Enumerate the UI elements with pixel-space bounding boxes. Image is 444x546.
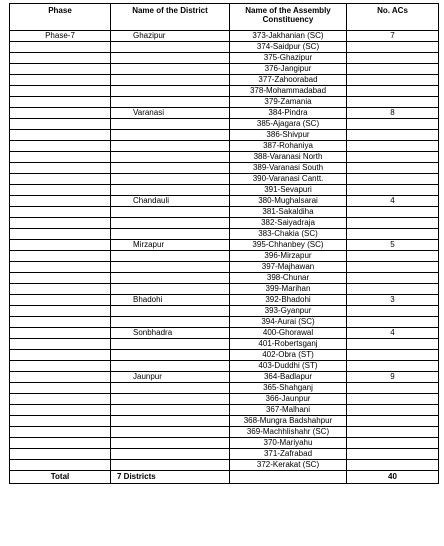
phase-cell: [10, 86, 111, 97]
table-row: [10, 141, 439, 152]
assembly-cell: 369-Machhlishahr (SC): [230, 427, 347, 438]
acs-count-cell: [347, 438, 439, 449]
district-cell: [111, 251, 230, 262]
district-cell: Varanasi: [111, 108, 230, 119]
table-row: [10, 416, 439, 427]
table-row: [10, 361, 439, 372]
phase-cell: [10, 306, 111, 317]
assembly-cell: 391-Sevapuri: [230, 185, 347, 196]
district-cell: [111, 262, 230, 273]
acs-count-cell: [347, 130, 439, 141]
assembly-cell: 395-Chhanbey (SC): [230, 240, 347, 251]
acs-count-cell: [347, 185, 439, 196]
table-row: [10, 306, 439, 317]
acs-count-cell: [347, 42, 439, 53]
acs-count-cell: [347, 152, 439, 163]
table-row: [10, 372, 439, 383]
assembly-cell: 374-Saidpur (SC): [230, 42, 347, 53]
table-row: [10, 130, 439, 141]
table-row: [10, 97, 439, 108]
assembly-cell: 384-Pindra: [230, 108, 347, 119]
table-row: [10, 427, 439, 438]
assembly-cell: 371-Zafrabad: [230, 449, 347, 460]
district-cell: [111, 152, 230, 163]
phase-cell: [10, 317, 111, 328]
phase-cell: [10, 108, 111, 119]
table-body: [10, 31, 439, 471]
phase-cell: [10, 196, 111, 207]
table-row: [10, 196, 439, 207]
acs-count-cell: [347, 229, 439, 240]
district-cell: [111, 284, 230, 295]
table-row: [10, 273, 439, 284]
phase-cell: [10, 460, 111, 471]
acs-count-cell: [347, 383, 439, 394]
phase-cell: Phase-7: [10, 31, 111, 42]
table-row: [10, 207, 439, 218]
district-cell: [111, 350, 230, 361]
district-cell: [111, 207, 230, 218]
district-cell: [111, 86, 230, 97]
district-cell: [111, 53, 230, 64]
assembly-cell: 379-Zamania: [230, 97, 347, 108]
phase-cell: [10, 163, 111, 174]
header-acs: No. ACs: [347, 4, 439, 31]
acs-count-cell: [347, 86, 439, 97]
assembly-cell: 376-Jangipur: [230, 64, 347, 75]
table-row: [10, 394, 439, 405]
table-row: [10, 31, 439, 42]
acs-count-cell: [347, 53, 439, 64]
acs-count-cell: [347, 361, 439, 372]
phase-cell: [10, 449, 111, 460]
table-row: [10, 229, 439, 240]
header-phase: Phase: [10, 4, 111, 31]
acs-count-cell: [347, 405, 439, 416]
assembly-cell: 373-Jakhanian (SC): [230, 31, 347, 42]
total-row: [10, 471, 439, 484]
assembly-cell: 390-Varanasi Cantt.: [230, 174, 347, 185]
acs-count-cell: [347, 262, 439, 273]
district-cell: [111, 416, 230, 427]
header-district: Name of the District: [111, 4, 230, 31]
phase-cell: [10, 119, 111, 130]
phase-cell: [10, 427, 111, 438]
acs-count-cell: [347, 339, 439, 350]
district-cell: Ghazipur: [111, 31, 230, 42]
district-cell: [111, 64, 230, 75]
district-cell: Chandauli: [111, 196, 230, 207]
header-assembly: Name of the Assembly Constituency: [230, 4, 347, 31]
acs-count-cell: [347, 394, 439, 405]
acs-count-cell: 9: [347, 372, 439, 383]
table-row: [10, 240, 439, 251]
acs-count-cell: 3: [347, 295, 439, 306]
phase-cell: [10, 229, 111, 240]
table-row: [10, 75, 439, 86]
phase-cell: [10, 416, 111, 427]
acs-count-cell: [347, 119, 439, 130]
table-row: [10, 460, 439, 471]
district-cell: [111, 383, 230, 394]
phase-table: [9, 3, 439, 484]
table-row: [10, 42, 439, 53]
phase-cell: [10, 273, 111, 284]
acs-count-cell: 4: [347, 196, 439, 207]
table-row: [10, 53, 439, 64]
assembly-cell: 383-Chakia (SC): [230, 229, 347, 240]
phase-cell: [10, 141, 111, 152]
assembly-cell: 400-Ghorawal: [230, 328, 347, 339]
acs-count-cell: [347, 273, 439, 284]
assembly-cell: 370-Mariyahu: [230, 438, 347, 449]
acs-count-cell: [347, 427, 439, 438]
district-cell: [111, 394, 230, 405]
district-cell: [111, 339, 230, 350]
table-row: [10, 119, 439, 130]
district-cell: Sonbhadra: [111, 328, 230, 339]
total-label: Total: [10, 471, 111, 484]
district-cell: [111, 405, 230, 416]
table-row: [10, 350, 439, 361]
phase-cell: [10, 295, 111, 306]
district-cell: [111, 361, 230, 372]
assembly-cell: 380-Mughalsarai: [230, 196, 347, 207]
district-cell: [111, 460, 230, 471]
district-cell: [111, 317, 230, 328]
total-districts: 7 Districts: [111, 471, 230, 484]
assembly-cell: 397-Majhawan: [230, 262, 347, 273]
table-row: [10, 262, 439, 273]
district-cell: [111, 75, 230, 86]
district-cell: Mirzapur: [111, 240, 230, 251]
table-row: [10, 339, 439, 350]
assembly-cell: 377-Zahoorabad: [230, 75, 347, 86]
assembly-cell: 393-Gyanpur: [230, 306, 347, 317]
acs-count-cell: [347, 284, 439, 295]
acs-count-cell: [347, 75, 439, 86]
phase-cell: [10, 130, 111, 141]
phase-cell: [10, 53, 111, 64]
total-acs: 40: [347, 471, 439, 484]
district-cell: [111, 185, 230, 196]
table-row: [10, 152, 439, 163]
table-row: [10, 383, 439, 394]
district-cell: Bhadohi: [111, 295, 230, 306]
assembly-cell: 392-Bhadohi: [230, 295, 347, 306]
phase-cell: [10, 240, 111, 251]
assembly-cell: 388-Varanasi North: [230, 152, 347, 163]
acs-count-cell: 7: [347, 31, 439, 42]
table-row: [10, 251, 439, 262]
table-row: [10, 449, 439, 460]
assembly-cell: 402-Obra (ST): [230, 350, 347, 361]
phase-cell: [10, 174, 111, 185]
table-row: [10, 185, 439, 196]
table-row: [10, 86, 439, 97]
phase-cell: [10, 361, 111, 372]
phase-cell: [10, 97, 111, 108]
acs-count-cell: [347, 460, 439, 471]
acs-count-cell: [347, 449, 439, 460]
phase-cell: [10, 394, 111, 405]
district-cell: [111, 427, 230, 438]
district-cell: [111, 273, 230, 284]
district-cell: [111, 141, 230, 152]
district-cell: [111, 306, 230, 317]
acs-count-cell: [347, 163, 439, 174]
acs-count-cell: 5: [347, 240, 439, 251]
phase-cell: [10, 328, 111, 339]
assembly-cell: 385-Ajagara (SC): [230, 119, 347, 130]
phase-cell: [10, 207, 111, 218]
district-cell: [111, 449, 230, 460]
acs-count-cell: [347, 141, 439, 152]
table-row: [10, 317, 439, 328]
acs-count-cell: [347, 306, 439, 317]
district-cell: [111, 174, 230, 185]
assembly-cell: 396-Mirzapur: [230, 251, 347, 262]
assembly-cell: 399-Marihan: [230, 284, 347, 295]
phase-cell: [10, 350, 111, 361]
assembly-cell: 368-Mungra Badshahpur: [230, 416, 347, 427]
table-row: [10, 108, 439, 119]
assembly-cell: 367-Malhani: [230, 405, 347, 416]
district-cell: [111, 218, 230, 229]
assembly-cell: 375-Ghazipur: [230, 53, 347, 64]
table-row: [10, 284, 439, 295]
assembly-cell: 401-Robertsganj: [230, 339, 347, 350]
table-row: [10, 64, 439, 75]
phase-cell: [10, 383, 111, 394]
phase-cell: [10, 218, 111, 229]
acs-count-cell: [347, 317, 439, 328]
phase-cell: [10, 405, 111, 416]
acs-count-cell: 8: [347, 108, 439, 119]
phase-cell: [10, 185, 111, 196]
acs-count-cell: 4: [347, 328, 439, 339]
assembly-cell: 382-Saiyadraja: [230, 218, 347, 229]
assembly-cell: 387-Rohaniya: [230, 141, 347, 152]
phase-cell: [10, 75, 111, 86]
district-cell: [111, 229, 230, 240]
assembly-cell: 366-Jaunpur: [230, 394, 347, 405]
acs-count-cell: [347, 350, 439, 361]
phase-cell: [10, 372, 111, 383]
assembly-cell: 364-Badlapur: [230, 372, 347, 383]
acs-count-cell: [347, 64, 439, 75]
assembly-cell: 398-Chunar: [230, 273, 347, 284]
assembly-cell: 386-Shivpur: [230, 130, 347, 141]
acs-count-cell: [347, 207, 439, 218]
table-row: [10, 295, 439, 306]
table-row: [10, 218, 439, 229]
phase-cell: [10, 42, 111, 53]
phase-cell: [10, 438, 111, 449]
acs-count-cell: [347, 218, 439, 229]
district-cell: [111, 163, 230, 174]
district-cell: Jaunpur: [111, 372, 230, 383]
acs-count-cell: [347, 174, 439, 185]
district-cell: [111, 130, 230, 141]
phase-cell: [10, 152, 111, 163]
district-cell: [111, 42, 230, 53]
acs-count-cell: [347, 416, 439, 427]
assembly-cell: 381-Sakaldiha: [230, 207, 347, 218]
table-row: [10, 405, 439, 416]
table-row: [10, 438, 439, 449]
document-page: [9, 3, 439, 484]
assembly-cell: 378-Mohammadabad: [230, 86, 347, 97]
acs-count-cell: [347, 251, 439, 262]
acs-count-cell: [347, 97, 439, 108]
district-cell: [111, 97, 230, 108]
table-header-row: [10, 4, 439, 31]
phase-cell: [10, 284, 111, 295]
phase-cell: [10, 251, 111, 262]
assembly-cell: 403-Duddhi (ST): [230, 361, 347, 372]
assembly-cell: 389-Varanasi South: [230, 163, 347, 174]
table-row: [10, 163, 439, 174]
assembly-cell: 394-Aurai (SC): [230, 317, 347, 328]
phase-cell: [10, 64, 111, 75]
assembly-cell: 365-Shahganj: [230, 383, 347, 394]
table-row: [10, 328, 439, 339]
phase-cell: [10, 262, 111, 273]
total-assembly: [230, 471, 347, 484]
table-row: [10, 174, 439, 185]
district-cell: [111, 119, 230, 130]
district-cell: [111, 438, 230, 449]
phase-cell: [10, 339, 111, 350]
assembly-cell: 372-Kerakat (SC): [230, 460, 347, 471]
